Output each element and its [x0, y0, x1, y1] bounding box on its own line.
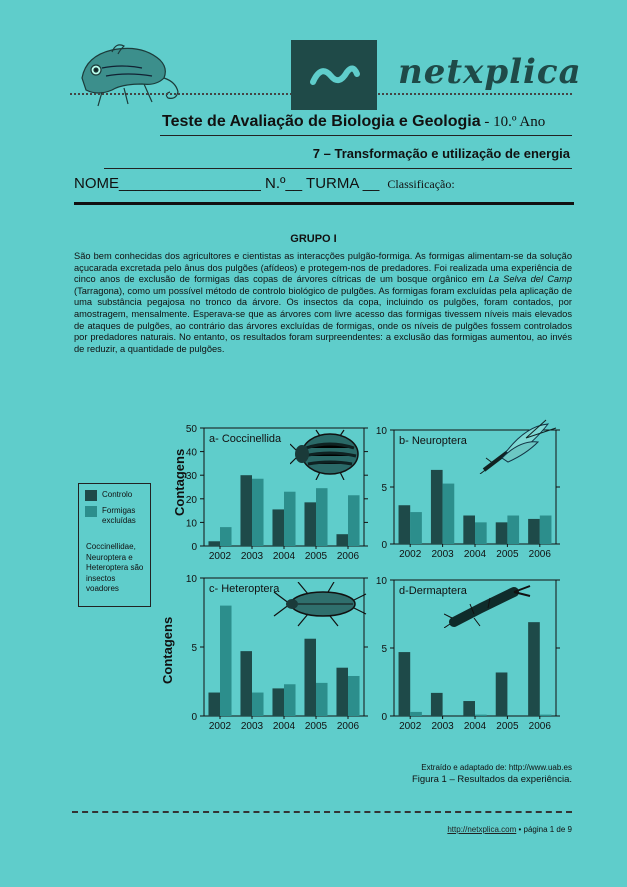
bar-excluidas: [252, 479, 264, 546]
figure-source: Extraído e adaptado de: http://www.uab.es: [421, 763, 572, 772]
x-tick-label: 2002: [399, 721, 422, 732]
title-rule: [160, 135, 572, 136]
netxplica-logo-box: [291, 40, 377, 110]
x-tick-label: 2006: [336, 551, 360, 562]
bar-excluidas: [284, 492, 296, 546]
bar-controlo: [399, 505, 411, 544]
y-tick-label: 10: [185, 574, 197, 585]
bar-controlo: [463, 701, 475, 716]
bar-excluidas: [220, 527, 232, 546]
x-tick-label: 2002: [208, 551, 232, 562]
earwig-illustration: [444, 584, 534, 628]
x-tick-label: 2004: [463, 721, 487, 732]
lacewing-illustration: [476, 418, 561, 474]
bar-excluidas: [507, 516, 519, 545]
figure-caption: Figura 1 – Resultados da experiência.: [411, 774, 572, 785]
chart-legend: [78, 483, 151, 607]
bar-excluidas: [540, 715, 552, 716]
intro-paragraph: São bem conhecidas dos agricultores e cientistas as interacções pulgão-formiga. As formigas alimentam-se da solução açucarada excretada pelo ânus dos pulgões (afídeos) e protegem-nos de predadores. Foi realizada uma experiência de cinco anos de exclusão de formigas das copas de árvores cítricas de um bosque orgânico em La Selva del Camp (Tarragona), como um possível método de controlo biológico de pulgões. As formigas foram excluídas pela aplicação de uma substância pegajosa no tronco da árvore. Os insectos da copa, incluindo os pulgões, foram contados, por amostragem, mensalmente. Esperava-se que as árvores com livre acesso das formigas tivessem níveis mais elevados de ataques de pulgões, ao contrário das árvores excluídas de formigas, onde os níveis de pulgões fossem controlados por predadores naturais. No entanto, os resultados foram surpreendentes: a exclusão das formigas aumentou, ao invés de reduzir, a quantidade de pulgões.: [74, 251, 572, 354]
chart-title: a- Coccinellida: [209, 433, 282, 445]
page-title: Teste de Avaliação de Biologia e Geologia - 10.º Ano: [162, 113, 546, 130]
y-tick-label: 10: [375, 426, 387, 437]
chart-title: d-Dermaptera: [399, 585, 467, 597]
bar-controlo: [496, 672, 508, 716]
y-tick-label: 50: [185, 424, 197, 435]
x-tick-label: 2002: [208, 721, 232, 732]
header-thick-rule: [74, 202, 574, 205]
bar-controlo: [336, 668, 348, 716]
y-tick-label: 5: [191, 643, 197, 654]
chameleon-illustration: [72, 38, 187, 110]
bar-controlo: [240, 651, 252, 716]
student-form-fields: NOME_________________ N.º__ TURMA __: [74, 175, 380, 192]
footer-dashed-line: [72, 811, 572, 813]
x-tick-label: 2003: [431, 721, 454, 732]
y-tick-label: 0: [381, 540, 387, 551]
bar-controlo: [463, 516, 475, 545]
x-tick-label: 2006: [336, 721, 360, 732]
bar-excluidas: [220, 606, 232, 716]
bar-excluidas: [284, 684, 296, 716]
bar-controlo: [272, 509, 284, 546]
bar-controlo: [496, 522, 508, 544]
y-axis-label-top: Contagens: [172, 448, 187, 516]
bar-excluidas: [348, 495, 360, 546]
bar-controlo: [240, 475, 252, 546]
x-tick-label: 2006: [528, 721, 551, 732]
x-tick-label: 2004: [272, 551, 296, 562]
bar-excluidas: [475, 522, 487, 544]
shield-bug-illustration: [268, 582, 368, 627]
bar-controlo: [528, 622, 540, 716]
page-number: • página 1 de 9: [516, 825, 572, 834]
wave-logo-icon: [291, 40, 377, 110]
bar-excluidas: [348, 676, 360, 716]
page-subtitle: 7 – Transformação e utilização de energia: [312, 146, 570, 161]
x-tick-label: 2005: [304, 721, 328, 732]
bar-excluidas: [410, 512, 422, 544]
bar-excluidas: [316, 488, 328, 546]
y-tick-label: 0: [381, 712, 387, 723]
bar-controlo: [304, 502, 316, 546]
bar-excluidas: [540, 516, 552, 545]
chart-title: c- Heteroptera: [209, 583, 280, 595]
legend-label-excluidas: Formigas excluídas: [102, 506, 136, 525]
subtitle-rule: [104, 168, 572, 169]
bar-controlo: [431, 470, 443, 544]
bar-controlo: [272, 688, 284, 716]
legend-note: Coccinellidae, Neuroptera e Heteroptera são insectos voadores: [86, 542, 144, 593]
y-axis-label-bottom: Contagens: [160, 616, 175, 684]
y-tick-label: 40: [185, 447, 197, 459]
x-tick-label: 2002: [399, 549, 422, 560]
x-tick-label: 2003: [240, 721, 264, 732]
legend-swatch-excluidas: [85, 506, 97, 517]
y-tick-label: 5: [381, 483, 387, 494]
ladybird-beetle-illustration: [290, 428, 365, 480]
y-tick-label: 30: [185, 471, 197, 483]
bar-controlo: [336, 534, 348, 546]
y-tick-label: 5: [381, 644, 387, 655]
x-tick-label: 2006: [528, 549, 551, 560]
x-tick-label: 2003: [431, 549, 454, 560]
brand-wordmark: netxplica: [398, 52, 582, 92]
y-tick-label: 10: [375, 576, 387, 587]
bar-controlo: [304, 639, 316, 716]
y-tick-label: 20: [185, 494, 197, 506]
x-tick-label: 2004: [463, 549, 487, 560]
legend-swatch-controlo: [85, 490, 97, 501]
student-info-line: [74, 175, 455, 192]
bar-controlo: [208, 693, 220, 716]
x-tick-label: 2005: [496, 721, 519, 732]
x-tick-label: 2004: [272, 721, 296, 732]
bar-excluidas: [443, 484, 455, 544]
x-tick-label: 2003: [240, 551, 264, 562]
bar-controlo: [399, 652, 411, 716]
bar-excluidas: [410, 712, 422, 716]
legend-item-excluidas: [85, 506, 146, 526]
footer: [447, 825, 572, 834]
footer-link[interactable]: http://netxplica.com: [447, 825, 517, 834]
bar-controlo: [208, 541, 220, 546]
x-tick-label: 2005: [304, 551, 328, 562]
bar-excluidas: [316, 683, 328, 716]
bar-controlo: [528, 519, 540, 544]
bar-controlo: [431, 693, 443, 716]
y-tick-label: 10: [185, 518, 197, 530]
classification-label: Classificação:: [387, 177, 455, 191]
x-tick-label: 2005: [496, 549, 519, 560]
bar-excluidas: [475, 715, 487, 716]
y-tick-label: 0: [191, 712, 197, 723]
legend-item-controlo: [85, 490, 132, 501]
legend-label-controlo: Controlo: [102, 490, 133, 499]
y-tick-label: 0: [191, 542, 197, 553]
group-title: GRUPO I: [290, 233, 337, 245]
chart-title: b- Neuroptera: [399, 435, 467, 447]
bar-excluidas: [252, 693, 264, 716]
